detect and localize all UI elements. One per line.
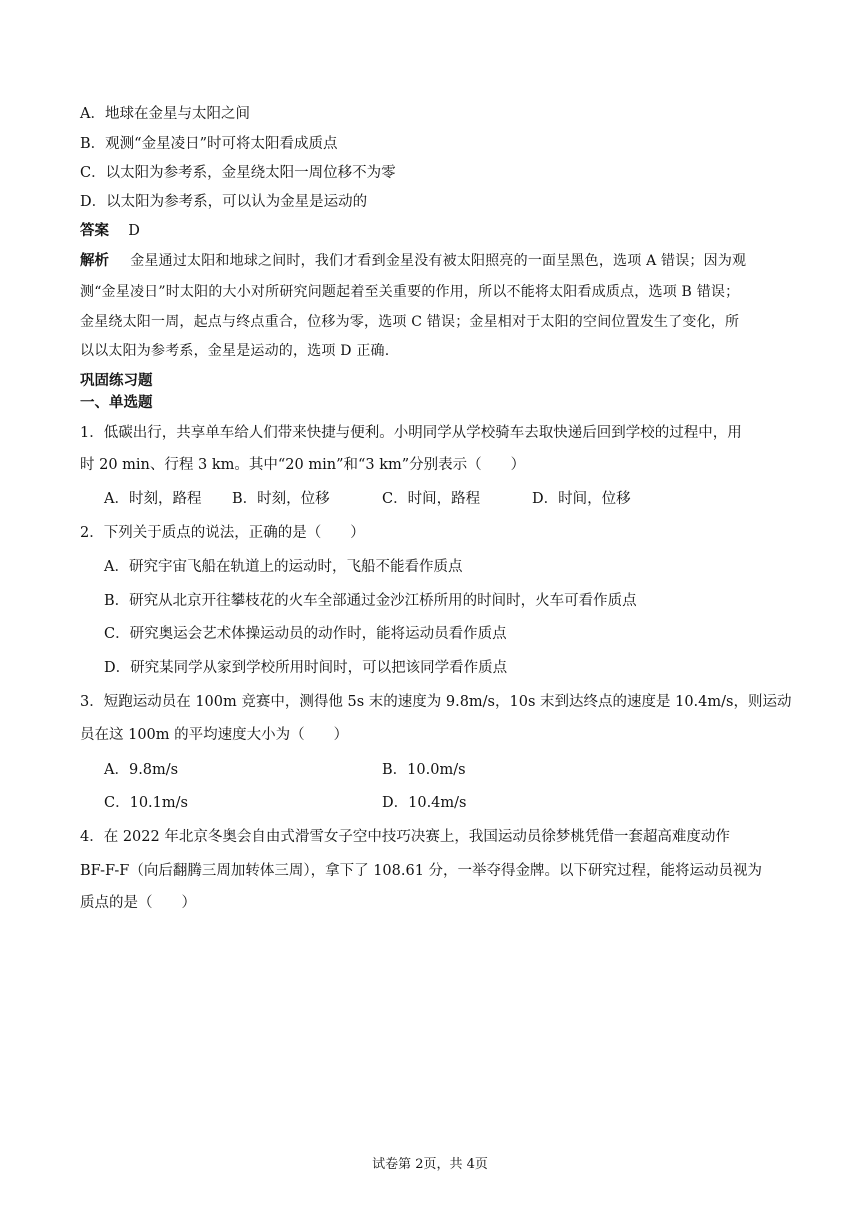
answer-value: D	[128, 223, 140, 239]
answer-label: 答案	[80, 222, 109, 239]
analysis-text-3: 金星绕太阳一周，起点与终点重合，位移为零，选项 C 错误；金星相对于太阳的空间位置发生了变化，所	[80, 314, 740, 330]
subsection-title: 一、单选题	[80, 394, 153, 411]
analysis-label: 解析	[80, 252, 109, 269]
analysis-text-4: 以以太阳为参考系，金星是运动的，选项 D 正确.	[80, 343, 390, 359]
q1-stem-line-2: 时 20 min、行程 3 km。其中“20 min”和“3 km”分别表示（ ）	[80, 457, 526, 473]
q2-stem: 2．下列关于质点的说法，正确的是（ ）	[80, 525, 365, 541]
q1-option-c: C．时间，路程	[382, 491, 481, 507]
q1-option-d: D．时间，位移	[532, 491, 631, 507]
q4-stem-line-3: 质点的是（ ）	[80, 895, 196, 911]
analysis-text-2: 测“金星凌日”时太阳的大小对所研究问题起着至关重要的作用，所以不能将太阳看成质点，选项 B 错误；	[80, 284, 740, 300]
q1-stem-line-1: 1．低碳出行，共享单车给人们带来快捷与便利。小明同学从学校骑车去取快递后回到学校的过程中，用	[80, 425, 742, 441]
analysis-line-1	[80, 251, 746, 271]
q3-option-b: B．10.0m/s	[382, 762, 466, 778]
section-title: 巩固练习题	[80, 372, 153, 389]
answer-line	[80, 221, 140, 241]
q3-stem-line-2: 员在这 100m 的平均速度大小为（ ）	[80, 727, 349, 743]
q2-option-d: D．研究某同学从家到学校所用时间时，可以把该同学看作质点	[104, 660, 508, 676]
q4-stem-line-2: BF-F-F（向后翻腾三周加转体三周），拿下了 108.61 分，一举夺得金牌。以下研究过程，能将运动员视为	[80, 863, 763, 879]
q3-stem-line-1: 3．短跑运动员在 100m 竞赛中，测得他 5s 末的速度为 9.8m/s，10s 末到达终点的速度是 10.4m/s，则运动	[80, 694, 792, 710]
q1-option-a: A．时刻，路程	[104, 491, 202, 507]
q1-option-b: B．时刻，位移	[232, 491, 330, 507]
q3-option-c: C．10.1m/s	[104, 795, 188, 811]
q2-option-b: B．研究从北京开往攀枝花的火车全部通过金沙江桥所用的时间时，火车可看作质点	[104, 593, 637, 609]
prev-option-b: B．观测“金星凌日”时可将太阳看成质点	[80, 136, 338, 152]
page-footer: 试卷第 2页，共 4页	[372, 1157, 488, 1172]
q4-stem-line-1: 4．在 2022 年北京冬奥会自由式滑雪女子空中技巧决赛上，我国运动员徐梦桃凭借一套超高难度动作	[80, 829, 730, 845]
prev-option-c: C．以太阳为参考系，金星绕太阳一周位移不为零	[80, 165, 396, 181]
prev-option-d: D．以太阳为参考系，可以认为金星是运动的	[80, 194, 368, 210]
analysis-text-1: 金星通过太阳和地球之间时，我们才看到金星没有被太阳照亮的一面呈黑色，选项 A 错误；因为观	[130, 253, 747, 269]
q3-option-a: A．9.8m/s	[104, 762, 179, 778]
prev-option-a: A．地球在金星与太阳之间	[80, 106, 250, 122]
q2-option-a: A．研究宇宙飞船在轨道上的运动时，飞船不能看作质点	[104, 559, 463, 575]
q2-option-c: C．研究奥运会艺术体操运动员的动作时，能将运动员看作质点	[104, 626, 507, 642]
q3-option-d: D．10.4m/s	[382, 795, 467, 811]
